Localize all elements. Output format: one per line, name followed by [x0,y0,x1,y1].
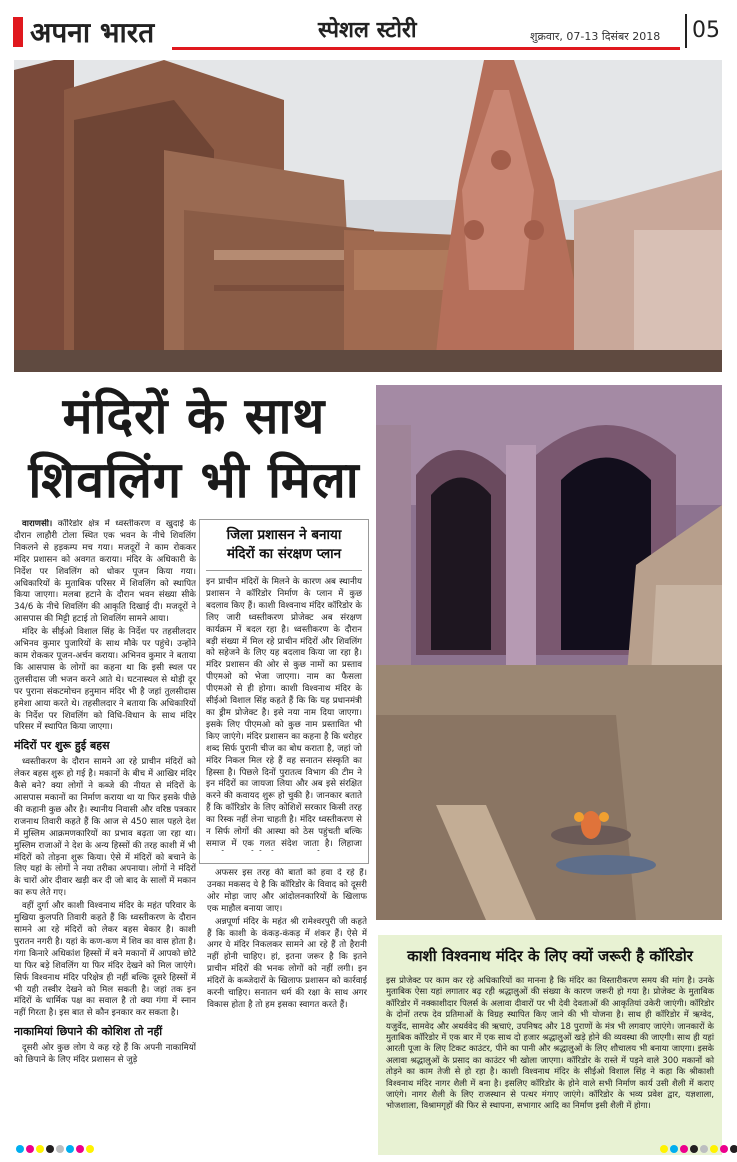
registration-dot [46,1145,54,1153]
registration-dot [710,1145,718,1153]
subheading: नाकामियां छिपाने की कोशिश तो नहीं [14,1025,163,1039]
article-paragraph: मंदिर के सीईओ विशाल सिंह के निर्देश पर तहसीलदार अभिनव कुमार पुजारियों के साथ मौके पर पहुंचे। उन्होंने काम रोककर पूजन-अर्चन कराया। अभिनव कुमार ने बताया कि आसपास के लोगों का कहना था कि इसी स्थल पर तुलसीदास जी भजन करने आते थे। घटनास्थल से थोड़ी दूर पर पुराना संकटमोचन हनुमान मंदिर भी है जहां तुलसीदास हमेशा आया करते थे। तहसीलदार ने बताया कि अधिकारियों के निर्देश पर शिवलिंग को विधि-विधान के साथ मंदिर परिसर में स्थापित किया जाएगा। [14,627,196,733]
corridor-sidebox [378,935,722,1155]
page-number: 05 [692,18,720,43]
inset-box-text: इन प्राचीन मंदिरों के मिलने के कारण अब स्थानीय प्रशासन ने कॉरिडोर निर्माण के प्लान में कुछ बदलाव किए हैं। काशी विश्वनाथ मंदिर कॉरिडोर के लिए जारी ध्वस्तीकरण प्रोजेक्ट अब संरक्षण कार्यक्रम में बदल रहा है। ध्वस्तीकरण के दौरान बड़ी संख्या में मिल रहे प्राचीन मंदिरों और शिवलिंग को सहेजने के लिए यह बदलाव किया जा रहा है। मंदिर प्रशासन की ओर से कुछ नामों का प्रस्ताव पीएमओ को भेजा जाएगा। नाम का फैसला पीएमओ से ही होगा। काशी विश्वनाथ मंदिर के सीईओ विशाल सिंह कहते हैं कि कि यह प्रधानमंत्री का ड्रीम प्रोजेक्ट है। इसे नया नाम दिया जाएगा। इसके लिए पीएमओ को कुछ नाम प्रस्तावित भी किए जाएंगे। मंदिर प्रशासन का कहना है कि धरोहर शब्द सिर्फ पुरानी चीज का बोध कराता है, जहां जो मंदिर निकल मिल रहे हैं वह सनातन संस्कृति का हिस्सा है। पिछले दिनों पुरातत्व विभाग की टीम ने इन मंदिरों का जायजा लिया और अब इसे संरक्षित करने की कवायद शुरू हो चुकी है। जानकार बताते हैं कि कॉरिडोर के लिए कोशिशें सरकार किसी तरह का रिस्क नहीं लेना चाहती है। मंदिर ध्वस्तीकरण से न सिर्फ लोगों की आस्था को ठेस पहुंचती बल्कि समाज में एक गलत संदेश जाता है। लिहाजा [206,577,362,849]
article-paragraph: दूसरी ओर कुछ लोग ये कह रहे हैं कि अपनी नाकामियों को छिपाने के लिए मंदिर प्रशासन से जुड़े [14,1043,196,1066]
shivling-temple-image [376,385,722,920]
article-paragraph: कॉरिडोर क्षेत्र में ध्वस्तीकरण व खुदाई के दौरान लाहौरी टोला स्थित एक भवन के नीचे शिवलिंग निकलने से हड़कम्प मच गया। मजदूरों ने काम रोककर मंदिर प्रशासन को अवगत कराया। मंदिर के अधिकारी के निर्देश पर शिवलिंग को धोकर पूजन किया गया। अधिकारियों के मुताबिक परिसर में शिवलिंग को स्थापित किया जाएगा। मलबा हटाने के दौरान भवन संख्या सीके 34/6 के नीचे शिवलिंग की आकृति दिखाई दी। मजदूरों ने आसपास की मिट्टी हटाई तो शिवलिंग सामने आया। [14,519,196,625]
registration-dot [660,1145,668,1153]
sidebox-text: इस प्रोजेक्ट पर काम कर रहे अधिकारियों का मानना है कि मंदिर का विस्तारीकरण समय की मांग है। उनके मुताबिक ऐसा यहां लगातार बढ़ रही श्रद्धालुओं की संख्या के कारण जरूरी हो गया है। प्रोजेक्ट के मुताबिक कॉरिडोर में नक्काशीदार पिलर्स के अलावा दीवारों पर भी देवी देवताओं की आकृतियां उकेरी जाएंगी। कॉरिडोर के दोनों तरफ देव प्रतिमाओं के विग्रह स्थापित किए जाने की भी योजना है। साथ ही कॉरिडोर में ऋग्वेद, यजुर्वेद, सामवेद और अथर्ववेद की ऋचाएं, उपनिषद और 18 पुराणों के मंत्र भी लगवाए जाएंगे। जानकारों के मुताबिक कॉरिडोर में एक बार में एक साथ दो हजार श्रद्धालुओं खड़े होने की व्यवस्था की जाएगी। साथ ही यहां आरती पूजा के लिए टिकट काउंटर, पीने का पानी और श्रद्धालुओं के लिए शौचालय भी बनाया जाएगा। इसके अलावा श्रद्धालुओं के प्रसाद का काउंटर भी खोला जाएगा। कॉरिडोर के रास्ते में पड़ने वाले 300 मकानों को तोड़ने का काम तेजी से हो रहा है। काशी विश्वनाथ मंदिर के सीईओ विशाल सिंह ने कहा कि श्रीकाशी विश्वनाथ मंदिर नागर शैली में बना है। इसलिए कॉरिडोर के होने वाले सभी निर्माण कार्य उसी शैली में कराए जाएंगे। नागर शैली के लिए राजस्थान से पत्थर मंगाए जाएंगे। कॉरिडोर के भव्य प्रवेश द्वार, यज्ञशाला, भोजशाला, विश्रामगृहों की फिर से स्थापना, सभागार आदि का निर्माण इसी शैली में होगा। [386,975,714,1111]
dateline: वाराणसी। [22,519,53,529]
header-divider [685,14,687,48]
page-header [0,0,737,58]
sidebox-title: काशी विश्वनाथ मंदिर के लिए क्यों जरूरी है कॉरिडोर [407,947,693,965]
inset-box-title [206,520,362,571]
inset-box-title-line-2: मंदिरों का संरक्षण प्लान [226,546,342,562]
registration-dot [700,1145,708,1153]
article-paragraph: अफसर इस तरह की बातों को हवा दे रहे हैं। उनका मकसद ये है कि कॉरिडोर के विवाद को दूसरी ओर मोड़ा जाए और आंदोलनकारियों के खिलाफ एक माहौल बनाया जाए। [207,868,367,914]
article-paragraph: अन्नपूर्णा मंदिर के महंत श्री रामेश्वरपुरी जी कहते हैं कि काशी के कंकड़-कंकड़ में शंकर हैं। ऐसे में अगर ये मंदिर निकलकर सामने आ रहे हैं तो हैरानी नहीं होनी चाहिए। हां, इतना जरूर है कि इतने प्राचीन मंदिरों की भनक लोगों को नहीं लगी। इन मंदिरों के कब्जेदारों के खिलाफ प्रशासन को कार्रवाई करनी चाहिए। सनातन धर्म की रक्षा के साथ अगर विकास होता है तो हम इसका स्वागत करते हैं। [207,916,367,1010]
registration-dots-left [16,1145,94,1153]
registration-dots-right [660,1145,737,1153]
registration-dot [680,1145,688,1153]
temple-ruins-image [14,60,722,372]
article-column-1 [14,519,196,1154]
registration-dot [720,1145,728,1153]
article-column-2 [207,868,367,1158]
registration-dot [56,1145,64,1153]
inset-box-title-line-1: जिला प्रशासन ने बनाया [226,527,342,543]
top-photo [14,60,722,372]
right-photo [376,385,722,920]
article-paragraph: वहीं दुर्गा और काशी विश्वनाथ मंदिर के महंत परिवार के मुखिया कुलपति तिवारी कहते हैं कि ध्वस्तीकरण के दौरान सामने आ रहे मंदिरों को लेकर बहस बेकार है। काशी पुरातन नगरी है। यहां के कण-कण में शिव का वास होता है। गंगा किनारे अधिकांश हिस्सों में बने मकानों में आपको छोटे या फिर बड़े शिवलिंग या फिर मंदिर देखने को मिल जाएंगे। सिर्फ विश्वनाथ मंदिर परिक्षेत्र ही नहीं बल्कि दूसरे हिस्सों में भी यही तस्वीर देखने को मिल सकती है। जहां तक इन मंदिरों के धार्मिक पक्ष का सवाल है तो क्या गंगा में स्नान नहीं गिरता है। इस बात से कौन इनकार कर सकता है। [14,901,196,1019]
issue-date: शुक्रवार, 07-13 दिसंबर 2018 [530,30,661,43]
story-label: स्पेशल स्टोरी [318,17,417,43]
headline-line-2: शिवलिंग भी मिला [28,450,360,509]
registration-dot [670,1145,678,1153]
section-marker [13,17,23,47]
subheading: मंदिरों पर शुरू हुई बहस [14,739,110,753]
inset-box [199,519,369,864]
registration-dot [26,1145,34,1153]
registration-dot [730,1145,737,1153]
registration-dot [36,1145,44,1153]
registration-dot [66,1145,74,1153]
registration-dot [690,1145,698,1153]
headline [14,385,374,513]
headline-line-1: मंदिरों के साथ [62,386,326,445]
section-title: अपना भारत [30,16,155,49]
article-paragraph: ध्वस्तीकरण के दौरान सामने आ रहे प्राचीन मंदिरों को लेकर बहस शुरू हो गई है। मकानों के बीच में आखिर मंदिर कैसे बने? क्या लोगों ने कब्जे की नीयत से मंदिरों के आसपास मकानों का निर्माण कराया था या फिर इसके पीछे की कहानी कुछ और है। स्थानीय निवासी और वरिष्ठ पत्रकार राजनाथ तिवारी कहते हैं कि आज से 450 साल पहले देश में मुस्लिम आक्रमणकारियों का प्रभाव बढ़ता जा रहा था। मुस्लिम राजाओं ने देश के अन्य हिस्सों की तरह काशी में भी मंदिरों को तोड़ना शुरू किया। ऐसे में मंदिरों को बचाने के लिए यहां के लोगों ने नया तरीका अपनाया। लोगों ने मंदिरों के चारों ओर दीवार खड़ी कर दी जो बाद के सालों में मकान का रूप लेते गए। [14,757,196,899]
registration-dot [76,1145,84,1153]
header-rule [172,47,680,50]
registration-dot [16,1145,24,1153]
registration-dot [86,1145,94,1153]
